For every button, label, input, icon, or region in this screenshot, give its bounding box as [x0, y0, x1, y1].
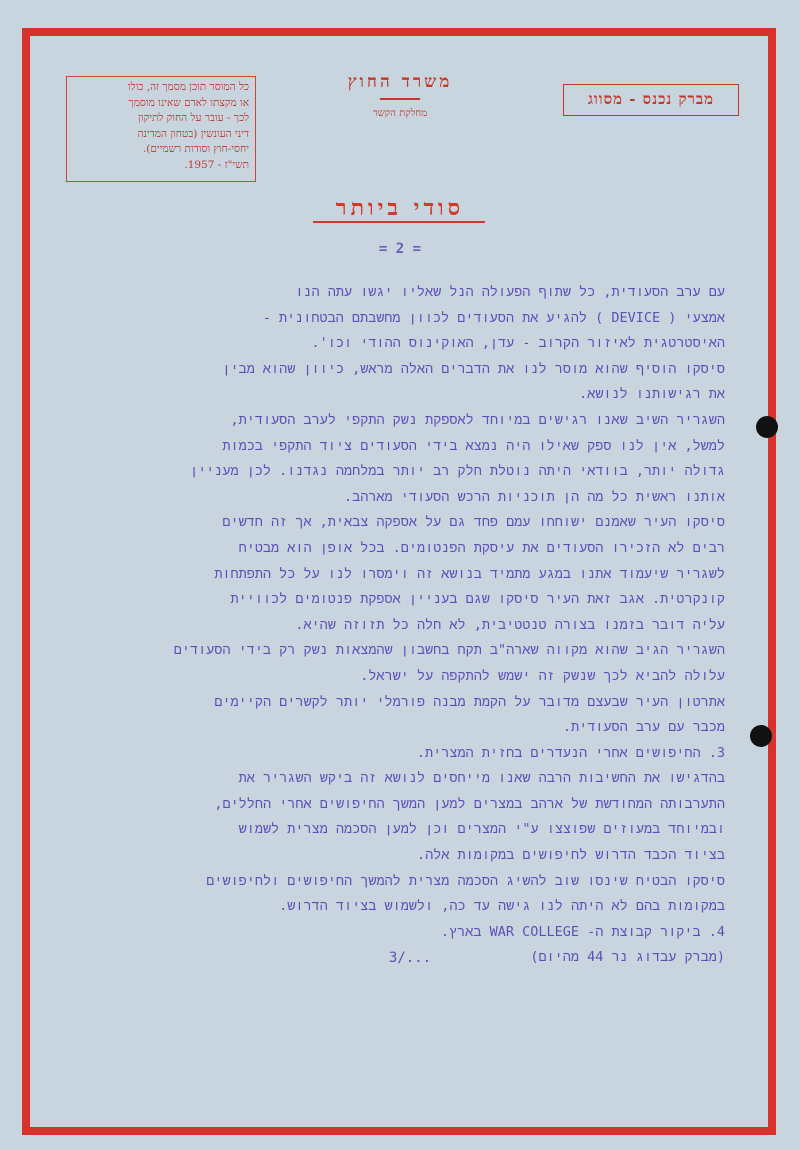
body-line: לשגריר שיעמוד אתנו במגע מתמיד בנושא זה וימסרו לנו על כל התפתחות	[214, 565, 725, 582]
body-line: סיסקו הוסיף שהוא מוסר לנו את הדברים האלה מראש, כיוון שהוא מבין	[222, 360, 725, 377]
body-line: בהדגישו את החשיבות הרבה שאנו מייחסים לנושא זה ביקש השגריר את	[238, 770, 725, 787]
letterhead	[300, 72, 500, 119]
body-line: התערבותה המחודשת של ארהב במצרים למען המשך החיפושים אחרי החללים,	[214, 795, 725, 812]
body-line: עליה דובר בזמנו בצורה טנטטיבית, לא חלה כל תזוזה שהיא.	[295, 616, 725, 633]
notice-line: תשי"ז - 1957.	[184, 158, 249, 171]
notice-line: כל המוסר תוכן מסמך זה, כולו	[127, 81, 249, 93]
page-number: = 2 =	[378, 241, 422, 257]
body-line: אותנו ראשית כל מה הן תוכניות הרכש הסעודי מארהב.	[344, 488, 725, 505]
red-border-left	[22, 28, 30, 1135]
body-line: למשל, אין לנו ספק שאילו היה נמצא בידי הסעודים ציוד התקפי בכמות	[222, 437, 725, 454]
department-name: מחלקת הקשר	[372, 107, 428, 119]
body-line: גדולה יותר, בוודאי היתה נוטלת חלק רב יותר במלחמה נגדנו. לכן מעניין	[189, 463, 725, 480]
continuation-marker: 3/...	[388, 950, 432, 966]
body-line: ובמיוחד במעוזים שפוצצו ע"י המצרים וכן למען הסכמה מצרית לשמוש	[238, 821, 725, 838]
body-line: סיסקו העיר שאמנם ישוחחו עמם פחד גם על אספקה צבאית, אך זה חדשים	[222, 514, 725, 531]
red-border-top	[22, 28, 776, 36]
body-line: במקומות בהם לא היתה לנו גישה עד כה, ולשמוש בציוד הדרוש.	[279, 898, 725, 915]
notice-line: לכך - עובר על החוק לתיקון	[138, 112, 249, 124]
body-line: (מברק עבדוג נר 44 מהיום)	[530, 949, 725, 966]
body-line: את רגישותנו לנושא.	[579, 386, 725, 403]
legal-notice-box	[66, 76, 256, 182]
document-body	[100, 280, 725, 971]
classification-stamp: סודי ביותר	[335, 195, 465, 221]
punch-hole	[756, 416, 778, 438]
body-line: סיסקו הבטיח שינסו שוב להשיג הסכמה מצרית להמשך החיפושים ולחיפושים	[206, 872, 725, 889]
body-line: עלולה להביא לכך שנשק זה ישמש להתקפה על ישראל.	[360, 667, 725, 684]
body-line: אתרטון העיר שבעצם מדובר על הקמת מבנה פורמלי יותר לקשרים הקיימים	[214, 693, 725, 710]
notice-line: דיני העונשין (בטחון המדינה	[137, 127, 249, 140]
body-line: השגריר הגיב שהוא מקווה שארה"ב תקח בחשבון שהמצאות נשק רק בידי הסעודים	[173, 642, 725, 659]
punch-hole	[750, 725, 772, 747]
ministry-name: משרד החוץ	[347, 72, 453, 92]
body-line: אמצעי ( DEVICE ) להגיע את הסעודים לכוון מחשבתם הבטחונית -	[262, 309, 725, 326]
notice-line: או מקצתו לאדם שאינו מוסמך	[128, 96, 249, 109]
body-line: קונקרטית. אגב זאת העיר סיסקו שגם בעניין אספקת פנטומים לכוויית	[230, 591, 725, 608]
body-line: בציוד הכבד הדרוש לחיפושים במקומות אלה.	[416, 847, 725, 864]
red-border-right	[768, 28, 776, 1135]
body-line: מכבר עם ערב הסעודית.	[562, 719, 725, 736]
body-line: עם ערב הסעודית, כל שתוף הפעולה הנל שאליו יגשו עתה הנו	[295, 284, 725, 300]
classification-underline	[313, 221, 485, 223]
body-line: השגריר השיב שאנו רגישים במיוחד לאספקת נשק התקפי לערב הסעודית,	[230, 411, 725, 428]
telegram-type-stamp: מברק נכנס - מסווג	[563, 84, 739, 116]
body-line: רבים לא הזכירו הסעודים את עיסקת הפנטומים. בכל אופן הוא מבטיח	[238, 539, 725, 556]
body-line: 3. החיפושים אחרי הנעדרים בחזית המצרית.	[416, 744, 725, 761]
red-border-bottom	[22, 1127, 776, 1135]
letterhead-divider	[380, 98, 420, 100]
notice-line: יחסי-חוץ וסודות רשמיים).	[142, 143, 249, 155]
body-line: האיסטרטגית לאיזור הקרוב - עדן, האוקינוס ההודי וכו'.	[311, 335, 725, 352]
body-line: 4. ביקור קבוצת ה- WAR COLLEGE בארץ.	[440, 923, 725, 940]
